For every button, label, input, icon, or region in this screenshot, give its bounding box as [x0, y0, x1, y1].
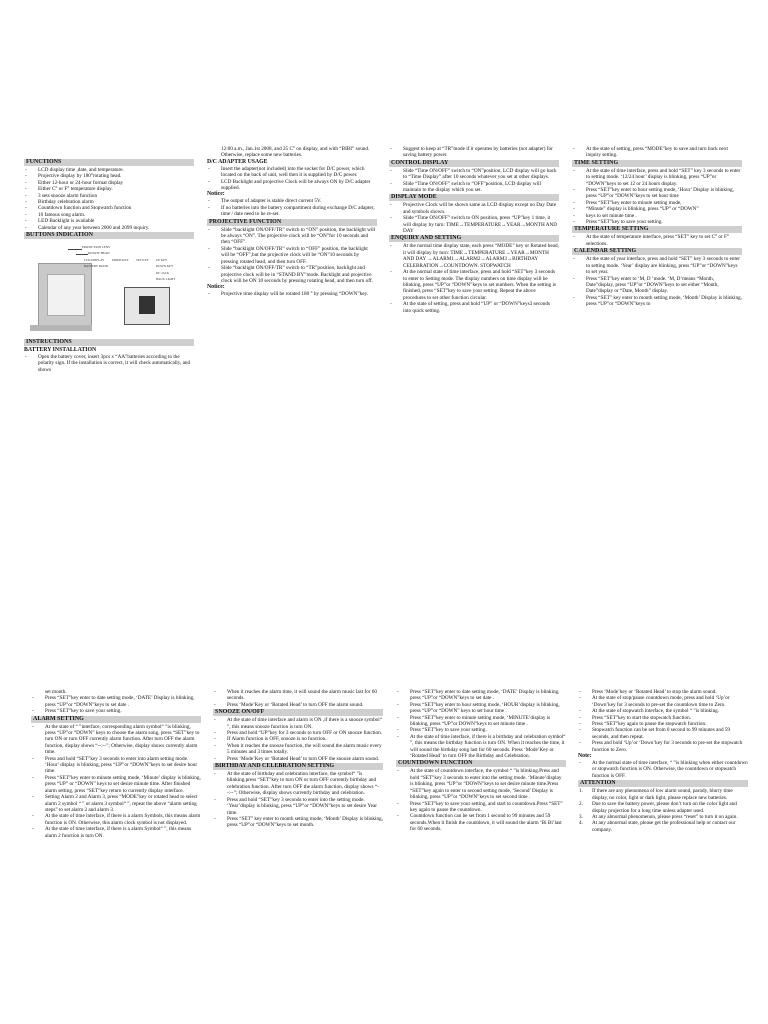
list-item: - Slide “backlight ON/OFF/TR” switch to “ON” position, the backlight will be always “ON”. The projective clock will be “ON”for 10 seconds and then “OFF”. [207, 227, 377, 246]
list-item: - Slide “Time ON/OFF” switch to ON position, press “UP”key 1 time, it will display by turn: TIME→TEMPERATURE→YEAR→MONTH AND DAY [389, 215, 559, 234]
clock-base [30, 325, 92, 331]
list-item: - Press “SET”key to save your setting. [31, 708, 201, 714]
list-item: - LCD Backlight and projective Clock will be always ON by D/C adapter supplied. [207, 179, 377, 192]
notice-label: Notice: [207, 191, 225, 198]
functions-heading: FUNCTIONS [24, 159, 194, 166]
numbered-item: 2. Due to save the battery power, please don’t turn on the color light and display projection for a long time unless adapter used. [579, 801, 737, 814]
list-item: - Stopwatch function can be set from 0 second to 99 minutes and 59 seconds, and then repeat. [578, 727, 748, 740]
list-item: - Press and hold ‘Up’or ‘Down’key for 3 seconds to pre-set the stopwatch function to Zero. [578, 740, 748, 753]
list-item: - Press “SET”key to save your setting, and start to countdown.Press “SET” key again to pause the countdown. [396, 801, 566, 814]
list-item: - 3 sets snooze alarm function [24, 193, 194, 199]
display-mode-heading: DISPLAY MODE [389, 194, 559, 201]
list-item: - Slide “backlight ON/OFF/TR” switch to “OFF” position, the backlight will be “OFF”,but the projective clock will be “ON”10 seconds by pressing rotated head, and then turn OFF. [207, 246, 377, 265]
numbered-item: 4. At any abnormal state, please get the professional help or contact our company. [579, 820, 736, 833]
functions-list [24, 167, 194, 231]
diagram-label: LCD DISPLAY [84, 258, 105, 263]
list-item: - Countdown function and Stopwatch function [24, 205, 194, 211]
list-item: - Press “SET”key enter to date setting mode, ‘DATE’ Display is blinking, press “UP”or “DOWN”keys to set date . [396, 689, 566, 702]
calendar-setting-heading: CALENDAR SETTING [572, 248, 742, 255]
list-item: - At the state of setting, press “MODE”key to save and turn back next inquiry setting. [572, 146, 742, 159]
list-item: - Press ‘Mode’key or ‘Rotated Head’ to stop the alarm sound. [578, 689, 748, 695]
bottom-column-2 [213, 689, 383, 829]
list-item: - LED Backlight is available [24, 218, 194, 224]
list-item: - Press “SET”key to save your setting. [572, 219, 742, 225]
note-label: Note: [578, 753, 592, 760]
list-item: - Countdown function can be set from 1 second to 99 minutes and 59 seconds.When it finish the countdown, it will sound the alarm ‘Bi Bi’last for 60 seconds. [396, 813, 566, 832]
top-column-4 [572, 146, 742, 308]
enquiry-heading: ENQUIRY AND SETTING [389, 235, 559, 242]
list-item: - Setting Alarm 2 and Alarm 3, press “MODE”key or rotated head to select alarm 2 symbol “ ” or alarm 3 symbol“ ”, repeat the above “alarm setting steps” to set alarm 2 and alarm 3. [31, 794, 201, 813]
list-item: - If Alarm function is OFF, snooze is no function. [213, 736, 383, 742]
diagram-label: DC JACK [156, 271, 170, 276]
numbered-item: 3. At any abnormal phenomenon, please press “reset” to turn it on again. [579, 813, 738, 820]
list-item: - Suggest to keep at “TR”mode if it operates by batteries (not adapter) for saving battery power. [389, 146, 559, 159]
clock-back-illustration [124, 287, 170, 325]
diagram-label: MODE KEY [112, 258, 129, 263]
numbered-item: 1. If there are any phenomena of low alarm sound, parody, blurry time display, no color, light or dark light, please replace new batteries. [579, 788, 733, 801]
list-item: - Projective time display will be rotated 180 ° by pressing “DOWN”key. [207, 291, 377, 297]
paragraph: set month. [45, 689, 67, 695]
snooze-heading: SNOOZE ON/OFF [213, 709, 383, 716]
paragraph: 12:00 a.m., Jan.1st 2008, and 25 C° on display, and with “BIBI” sound. Otherwise, replace some new batteries. [221, 146, 370, 159]
list-item: - At the state of time interface, if there is a birthday and celebration symbol“ ”, this means the birthday function is turn ON. When it reaches the time, it will sound the birthday song last for 60 seconds. Press ‘Mode’Key or ‘Rotated Head’ to turn OFF the Birthday and Celebration. [396, 734, 566, 760]
list-item: - Press “SET”key to save your setting. [396, 727, 566, 733]
list-item: - Press “SET”key enter to minute setting mode, [572, 200, 742, 206]
projective-heading: PROJECTIVE FUNCTION [207, 219, 377, 226]
list-item: - At the state of countdown interface, the symbol “ ”is blinking.Press and hold “SET”key 3 seconds to enter into the setting mode. ‘Minute’display is blinking, press “UP”or “DOWN”keys to set desire minute time.Press “SET”key again to enter to second setting mode, ‘Second’ Display is blinking, press “UP”or “DOWN”keys to set second time . [396, 768, 566, 800]
list-item: - Press “SET”key enter to hour setting mode, ‘Hour’ Display is blinking, press “UP”or “DOWN”keys to set hour time [572, 187, 742, 200]
list-item: - Press “SET”key enter to minute setting mode, ‘Minute’ display is blinking, press “UP” or “DOWN” keys to set desire minute time. After finished alarm setting, press “SET”key return to currently display interface. [31, 775, 201, 794]
control-display-heading: CONTROL DISPLAY [389, 160, 559, 167]
top-column-2 [207, 146, 377, 298]
list-item: - Press “SET” key enter to month setting mode, ‘Month’ Display is blinking, press “UP”or “DOWN”keys to set month. [213, 816, 383, 829]
list-item: - The output of adapter is stable direct current 5V. [207, 198, 377, 204]
alarm-setting-heading: ALARM SETTING [31, 716, 201, 723]
birthday-heading: BIRTHDAY AND CELEBRATION SETTING [213, 763, 383, 770]
diagram-label: PROJECTION LENS [82, 245, 110, 250]
list-item: - When it reaches the snooze function, the will sound the alarm music every 5 minutes and 3 times totally. [213, 743, 383, 756]
list-item: - keys to set minute time . [572, 213, 742, 219]
attention-heading: ATTENTION [578, 780, 748, 787]
list-item: - At the state of time interface and alarm is ON ,if there is a snooze symbol“ ”, this means snooze function is turn ON. [213, 717, 383, 730]
list-item: - Slide “backlight ON/OFF/TR” switch to “TR”position, backlight and projective clock will be in “STAND BY”mode. Backlight and projective clock will be ON 10 seconds by pressing rotating head, and then turn off. [207, 265, 377, 284]
list-item: - Projective display by 180°rotating head. [24, 173, 194, 179]
countdown-heading: COUNTDOWN FUNCTION [396, 760, 566, 767]
clock-front-illustration [38, 263, 92, 327]
list-item: - Slide “Time ON/OFF” switch to “ON”position, LCD display will go back to “Time Display” after 10 seconds whatever you set at other displays. [389, 168, 559, 181]
bottom-column-3 [396, 689, 566, 833]
list-item: - Press “SET”key to start the stopwatch function. [578, 715, 748, 721]
list-item: - At the state of “ ”interface, corresponding alarm symbol“ ”is blinking, press “UP”or “DOWN” keys to choose the alarm song, press “SET”key to turn ON or turn OFF currently alarm function. After turn OFF the alarm function, display shows “--:--”; Otherwise, display shows currently alarm time. [31, 724, 201, 756]
list-item: - Press and hold “SET”key 3 seconds to enter into alarm setting mode. ‘Hour’ display is blinking, press “UP”or “DOWN”keys to set desire hour time. [31, 756, 201, 775]
diagram-label: DOWN KEY [156, 264, 174, 269]
list-item: - Open the battery cover, insert 3pcs x “AA”batteries according to the polarity sign. If the installation is correct, it will check automatically, and shows [24, 354, 194, 373]
bottom-column-1 [31, 689, 201, 839]
list-item: - Birthday celebration alarm [24, 199, 194, 205]
diagram-label: UP KEY [156, 258, 168, 263]
time-setting-heading: TIME SETTING [572, 160, 742, 167]
leader-line [76, 254, 88, 255]
list-item: - Press “SET”key again to pause the stopwatch function. [578, 721, 748, 727]
list-item: - Projective Clock will be shown same as LCD display except no Day Date and symbols shown. [389, 202, 559, 215]
buttons-diagram [24, 241, 194, 337]
list-item: - 16 famous song alarm. [24, 212, 194, 218]
list-item: - Press and hold “SET”key 3 seconds to enter into the setting mode. ‘Year’display is blinking, press “UP”or “DOWN”keys to set desire Year time. [213, 797, 383, 816]
instructions-heading: INSTRUCTIONS [24, 339, 194, 346]
top-column-1 [24, 158, 194, 373]
list-item: - At the state of year interface, press and hold “SET” key 3 seconds to enter to setting mode. ‘Year’ display are blinking, press “UP”or “DOWN”keys to set year. [572, 256, 742, 275]
list-item: - Press “SET”key enter to minute setting mode, ‘MINUTE’display is blinking, press “UP”or DOWN”keys to set minute time . [396, 715, 566, 728]
list-item: - “Minute” display is blinking, press “UP” or “DOWN” [572, 206, 742, 212]
diagram-label: BATTERY DOOR [84, 264, 108, 269]
list-item: - At the normal state of time interface, “ ”is blinking when either countdown or stopwatch function is ON. Otherwise, the countdown or stopwatch function is OFF. [578, 760, 748, 779]
notice-label: Notice: [207, 284, 225, 291]
list-item: - At the state of birthday and celebration interface, the symbol“ ”is blinking.press “SET”key to turn ON or turn OFF currently birthday and celebration function. After turn OFF the alarm function, display shows “--:--”; Otherwise, display shows currently birthday and celebration. [213, 771, 383, 797]
list-item: - Press ‘Mode’Key or ‘Rotated Head’ to turn OFF the snooze alarm sound. [213, 756, 383, 762]
list-item: - At the state of stopwatch interface, the symbol “ ”is blinking. [578, 708, 748, 714]
list-item: - At the normal time display state, each press “MODE” key or Rotated head, it will display by turn: TIME→TEMPERATURE→YEAR→MONTH AND DAY →ALARM1→ALARM2→ALARM3→BIRTHDAY CELEBRATION→COUNTDOWN. STOPWATCH [389, 243, 559, 269]
list-item: - Press ‘Mode’Key or ‘Rotated Head’ to turn OFF the alarm sound. [213, 702, 383, 708]
list-item: - Either C° or F° temperature display. [24, 186, 194, 192]
buttons-heading: BUTTONS INDICATION [24, 232, 194, 239]
list-item: - At the state of setting, press and hold “UP” or “DOWN”keys3 seconds into quick setting. [389, 301, 559, 314]
list-item: - Press “SET” key enter to month setting mode, ‘Month’ Display is blinking, press “UP”or “DOWN”keys to [572, 295, 742, 308]
list-item: - When it reaches the alarm time, it will sound the alarm music last for 60 seconds. [213, 689, 383, 702]
diagram-label: SET KEY [136, 258, 149, 263]
list-item: - LCD display time ,date, and temperature. [24, 167, 194, 173]
temperature-setting-heading: TEMPERATURE SETTING [572, 226, 742, 233]
list-item: - If no batteries into the battery compartment during exchange D/C adapter, time / date need to be re-set. [207, 205, 377, 218]
dc-adapter-heading: D/C ADAPTER USAGE [207, 158, 268, 165]
battery-compartment [139, 296, 155, 314]
list-item: - Press “SET”key enter to date setting mode, ‘DATE’ Display is blinking, press “UP”or “DOWN”keys to set date . [31, 695, 201, 708]
diagram-label: ROTATE HEAD [88, 251, 110, 256]
list-item: - Press and hold “UP”key for 3 seconds to turn OFF or ON snooze function. [213, 730, 383, 736]
leader-line [68, 249, 82, 250]
diagram-label: BACK LIGHT [156, 277, 176, 282]
list-item: - At the state of time interface, press and hold “SET” key 3 seconds to enter to setting mode. ‘12/24 hour’ display is blinking, press “UP”or “DOWN”keys to set 12 or 24 hours display. [572, 168, 742, 187]
list-item: - Press “SET”key enter to ‘M, D ’mode. ‘M, D’means “Month, Date”display, press “UP”or “DOWN”keys to set either “Month, Date”display or “Date, Month” display. [572, 276, 742, 295]
list-item: - Slide “Time ON/OFF” switch to “OFF”position, LCD display will maintain to the display which you set. [389, 181, 559, 194]
list-item: - Calendar of any year between 2000 and 2099 inquiry. [24, 225, 194, 231]
clock-face [47, 274, 85, 316]
list-item: - At the state of time interface, if there is a alarm Symbols, this means alarm function is ON. Otherwise, this alarm clock symbol is not displayed. [31, 813, 201, 826]
list-item: - At the state of time interface, if there is a alarm Symbol“ ”, this means alarm 2 function is turn ON. [31, 826, 201, 839]
list-item: - At the state of temperature interface, press “SET” key to set C° or F° selections. [572, 234, 742, 247]
list-item: - Insert the adapter(not included) into the socket for D/C power, which located on the back of unit, well then it is supplied by D/C power. [207, 166, 377, 179]
list-item: - At the normal state of time interface, press and hold “SET”key 3 seconds to enter to Setting mode. The display numbers on time display will be blinking, press “UP”or “DOWN”keys to set numbers. When the setting is finished, press “SET”key to save your setting. Repeat the above procedures to set other function circular. [389, 269, 559, 301]
list-item: - Press “SET”key enter to hour setting mode, ‘HOUR’display is blinking, press “UP”or “DOWN” keys to set hour time . [396, 702, 566, 715]
list-item: - At the state of stop/pause countdown mode, press and hold ‘Up’or ‘Down’key for 3 seconds to pre-set the countdown time to Zero. [578, 695, 748, 708]
list-item: - Either 12-hour or 24-hour format display [24, 180, 194, 186]
top-column-3 [389, 146, 559, 314]
bottom-column-4 [578, 689, 748, 833]
battery-heading: BATTERY INSTALLATION [24, 347, 97, 354]
